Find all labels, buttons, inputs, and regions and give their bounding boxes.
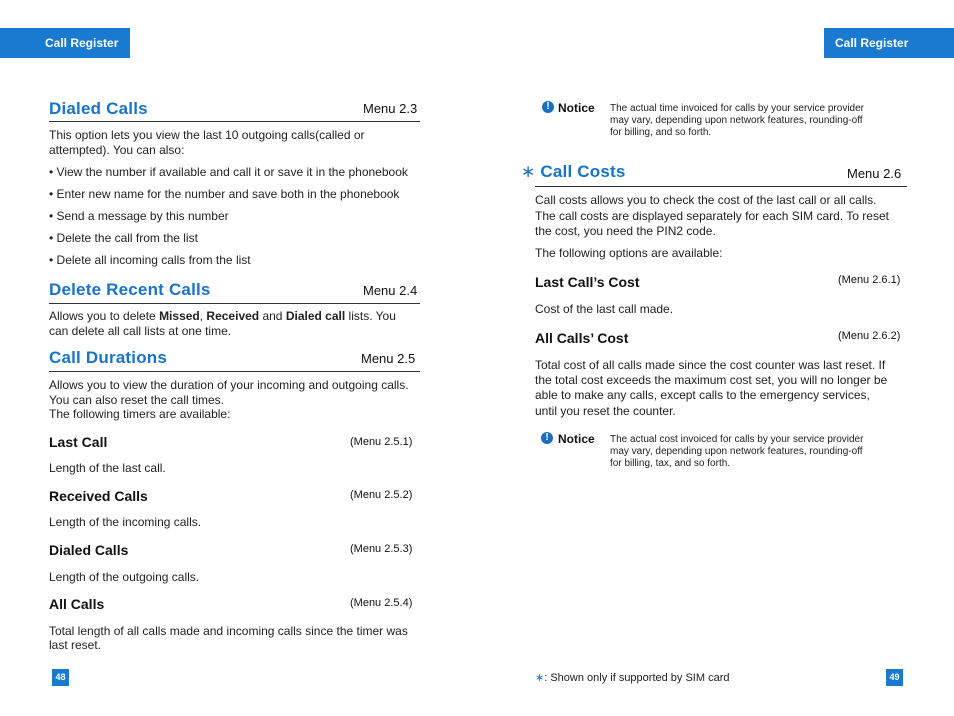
last-call-desc: Length of the last call.	[49, 461, 166, 475]
notice-label: Notice	[558, 432, 595, 446]
dialed-intro-line1: This option lets you view the last 10 outgoing calls(called or	[49, 128, 365, 142]
call-costs-line: The call costs are displayed separately for each SIM card. To reset	[535, 209, 889, 223]
notice-text: The actual time invoiced for calls by your service provider may vary, depending upon network features, rounding-off for billing, and so forth.	[610, 103, 864, 138]
menu-code-last-calls-cost: (Menu 2.6.1)	[838, 274, 901, 286]
dialed-bullet: • Delete all incoming calls from the list	[49, 253, 251, 267]
notice-text: The actual cost invoiced for calls by your service provider may vary, depending upon network features, rounding-off for billing, tax, and so forth.	[610, 434, 864, 469]
dialed-call-label: Dialed call	[285, 309, 346, 323]
header-tab-right: Call Register	[824, 28, 954, 58]
subsection-title-dialed-calls: Dialed Calls	[49, 542, 129, 558]
notice-icon: !	[542, 101, 554, 113]
menu-code-received-calls: (Menu 2.5.2)	[350, 489, 413, 501]
delete-recent-line2: can delete all call lists at one time.	[49, 324, 232, 338]
last-calls-cost-desc: Cost of the last call made.	[535, 302, 674, 316]
dialed-bullet: • View the number if available and call it or save it in the phonebook	[49, 165, 408, 179]
dialed-bullet: • Send a message by this number	[49, 209, 229, 223]
menu-code-delete-recent: Menu 2.4	[363, 283, 418, 298]
notice-label: Notice	[558, 101, 595, 115]
dialed-bullet: • Delete the call from the list	[49, 231, 198, 245]
dialed-calls-desc: Length of the outgoing calls.	[49, 570, 200, 584]
all-calls-desc-line1: Total length of all calls made and incoming calls since the timer was	[49, 624, 408, 638]
menu-code-dialed-calls: (Menu 2.5.3)	[350, 543, 413, 555]
delete-recent-line1: Allows you to delete Missed, Received and Dialed call lists. You	[49, 309, 396, 323]
menu-code-dialed: Menu 2.3	[363, 101, 418, 116]
section-title-call-costs: ∗ Call Costs	[521, 162, 626, 181]
subsection-title-all-calls: All Calls	[49, 596, 105, 612]
durations-line1: Allows you to view the duration of your incoming and outgoing calls.	[49, 378, 409, 392]
menu-code-all-calls-cost: (Menu 2.6.2)	[838, 330, 901, 342]
section-title-dialed-calls: Dialed Calls	[49, 99, 148, 118]
section-rule	[49, 303, 420, 304]
received-label: Received	[206, 309, 260, 323]
all-calls-cost-line: the total cost exceeds the maximum cost set, you will no longer be	[535, 373, 888, 387]
all-calls-cost-line: Total cost of all calls made since the cost counter was last reset. If	[535, 358, 886, 372]
sim-only-star-icon: ∗	[535, 672, 545, 684]
menu-code-all-calls: (Menu 2.5.4)	[350, 597, 413, 609]
dialed-bullet: • Enter new name for the number and save both in the phonebook	[49, 187, 400, 201]
subsection-title-last-calls-cost: Last Call’s Cost	[535, 274, 640, 290]
menu-code-last-call: (Menu 2.5.1)	[350, 436, 413, 448]
footnote: ∗: Shown only if supported by SIM card	[535, 672, 730, 684]
page-number-left: 48	[52, 669, 69, 686]
call-costs-options: The following options are available:	[535, 246, 723, 260]
durations-line3: The following timers are available:	[49, 407, 231, 421]
menu-code-durations: Menu 2.5	[361, 351, 416, 366]
menu-code-call-costs: Menu 2.6	[847, 166, 902, 181]
call-costs-line: the cost, you need the PIN2 code.	[535, 224, 716, 238]
dialed-intro-line2: attempted). You can also:	[49, 143, 185, 157]
subsection-title-received-calls: Received Calls	[49, 488, 148, 504]
section-rule	[535, 186, 907, 187]
section-title-call-durations: Call Durations	[49, 348, 168, 367]
header-tab-left: Call Register	[0, 28, 130, 58]
missed-label: Missed	[159, 309, 200, 323]
received-calls-desc: Length of the incoming calls.	[49, 515, 202, 529]
all-calls-desc-line2: last reset.	[49, 638, 102, 652]
subsection-title-last-call: Last Call	[49, 434, 108, 450]
durations-line2: You can also reset the call times.	[49, 393, 224, 407]
all-calls-cost-line: until you reset the counter.	[535, 404, 676, 418]
page-number-right: 49	[886, 669, 903, 686]
all-calls-cost-line: able to make any calls, except calls to the emergency services,	[535, 388, 870, 402]
section-rule	[49, 121, 420, 122]
section-title-delete-recent-calls: Delete Recent Calls	[49, 280, 211, 299]
call-costs-line: Call costs allows you to check the cost of the last call or all calls.	[535, 193, 877, 207]
sim-only-star-icon: ∗	[521, 162, 536, 181]
section-rule	[49, 371, 420, 372]
notice-icon: !	[541, 432, 553, 444]
subsection-title-all-calls-cost: All Calls’ Cost	[535, 330, 629, 346]
